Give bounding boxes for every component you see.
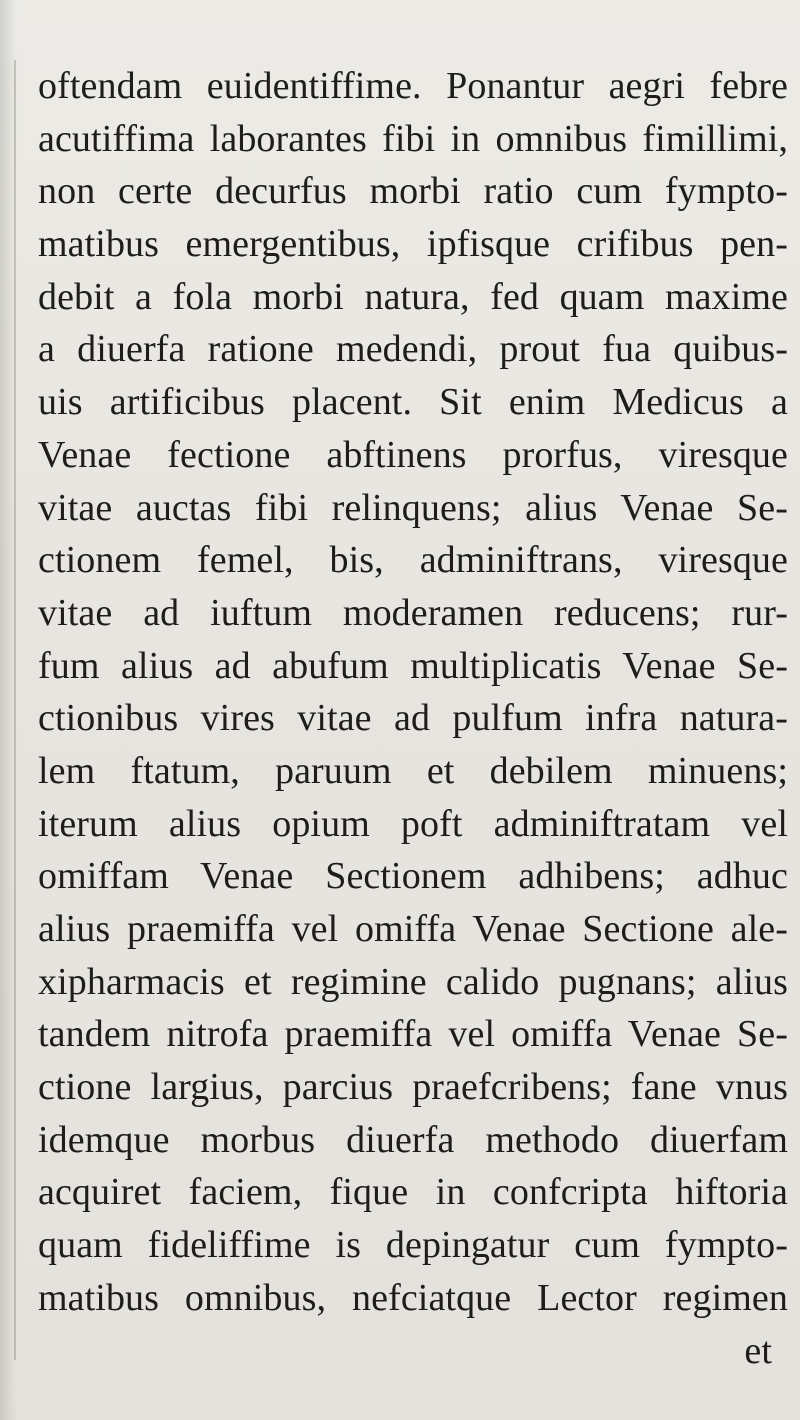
text-line-6: a diuerfa ratione medendi, prout fua quibus- xyxy=(38,328,788,371)
text-line-21: idemque morbus diuerfa methodo diuerfam xyxy=(38,1118,788,1161)
text-line-4: matibus emergentibus, ipfisque crifibus pen- xyxy=(38,223,788,266)
text-line-23: quam fideliffime is depingatur cum fympto- xyxy=(38,1224,788,1267)
catchword: et xyxy=(744,1329,772,1372)
text-line-3: non certe decurfus morbi ratio cum fympto- xyxy=(38,170,788,213)
body-text xyxy=(38,60,788,1377)
text-line-5: debit a fola morbi natura, fed quam maxime xyxy=(38,275,788,318)
text-line-12: fum alius ad abufum multiplicatis Venae Se- xyxy=(38,644,788,687)
text-line-8: Venae fectione abftinens prorfus, viresque xyxy=(38,433,788,476)
text-line-19: tandem nitrofa praemiffa vel omiffa Venae Se- xyxy=(38,1013,788,1056)
text-line-7: uis artificibus placent. Sit enim Medicus a xyxy=(38,381,788,424)
text-line-11: vitae ad iuftum moderamen reducens; rur- xyxy=(38,591,788,634)
text-line-1: oftendam euidentiffime. Ponantur aegri febre xyxy=(38,65,788,107)
text-line-2: acutiffima laborantes fibi in omnibus fimillimi, xyxy=(38,117,788,160)
text-line-20: ctione largius, parcius praefcribens; fane vnus xyxy=(38,1066,788,1109)
text-line-22: acquiret faciem, fique in confcripta hiftoria xyxy=(38,1171,788,1214)
text-line-24: matibus omnibus, nefciatque Lector regimen xyxy=(38,1276,788,1319)
text-line-13: ctionibus vires vitae ad pulfum infra natura- xyxy=(38,697,788,740)
gutter-line xyxy=(14,60,16,1360)
text-line-15: iterum alius opium poft adminiftratam vel xyxy=(38,802,788,845)
text-line-10: ctionem femel, bis, adminiftrans, viresque xyxy=(38,539,788,582)
text-line-17: alius praemiffa vel omiffa Venae Sectione ale- xyxy=(38,908,788,950)
text-line-14: lem ftatum, paruum et debilem minuens; xyxy=(38,749,788,792)
text-line-18: xipharmacis et regimine calido pugnans; alius xyxy=(38,960,788,1003)
text-line-16: omiffam Venae Sectionem adhibens; adhuc xyxy=(38,855,788,898)
text-line-9: vitae auctas fibi relinquens; alius Venae Se- xyxy=(38,486,788,529)
